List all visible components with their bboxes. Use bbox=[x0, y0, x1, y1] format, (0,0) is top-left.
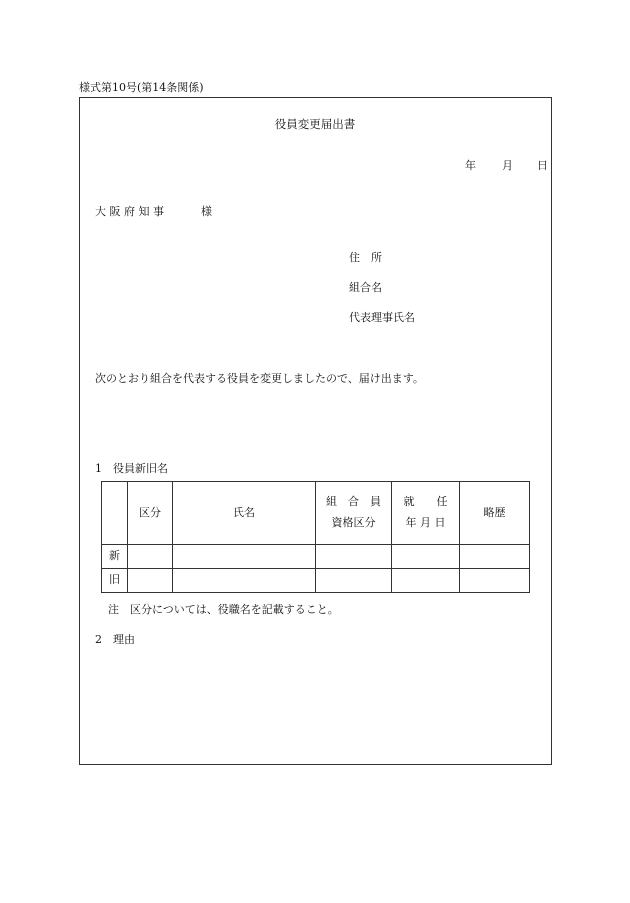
new-name-cell[interactable] bbox=[173, 545, 316, 569]
table-header-name: 氏名 bbox=[173, 482, 316, 545]
old-name-cell[interactable] bbox=[173, 569, 316, 593]
new-category-cell[interactable] bbox=[128, 545, 173, 569]
table-header-member-qualification bbox=[316, 482, 392, 545]
form-number-label: 様式第10号(第14条関係) bbox=[79, 81, 204, 94]
old-member-qualification-cell[interactable] bbox=[316, 569, 392, 593]
date-year-label: 年 bbox=[465, 159, 476, 172]
table-row bbox=[102, 569, 530, 593]
new-member-qualification-cell[interactable] bbox=[316, 545, 392, 569]
section-1-heading: 1 役員新旧名 bbox=[95, 462, 168, 475]
member-qualification-line1: 組 合 員 bbox=[326, 495, 381, 509]
old-category-cell[interactable] bbox=[128, 569, 173, 593]
section-2-heading: 2 理由 bbox=[95, 633, 135, 646]
appointment-date-line2: 年 月 日 bbox=[405, 516, 446, 529]
new-appointment-date-cell[interactable] bbox=[392, 545, 460, 569]
address-field-label: 住 所 bbox=[349, 251, 382, 264]
date-month-label: 月 bbox=[502, 159, 513, 172]
old-history-cell[interactable] bbox=[460, 569, 530, 593]
union-name-field-label: 組合名 bbox=[349, 281, 382, 294]
member-qualification-line2: 資格区分 bbox=[331, 516, 376, 529]
table-note: 注 区分については、役職名を記載すること。 bbox=[108, 603, 339, 616]
addressee-suffix: 様 bbox=[201, 205, 212, 218]
representative-name-field-label: 代表理事氏名 bbox=[349, 311, 415, 324]
document-title: 役員変更届出書 bbox=[274, 117, 356, 131]
old-appointment-date-cell[interactable] bbox=[392, 569, 460, 593]
row-label-old: 旧 bbox=[102, 569, 128, 593]
table-header-history: 略歴 bbox=[460, 482, 530, 545]
table-header-category: 区分 bbox=[128, 482, 173, 545]
addressee: 大 阪 府 知 事 bbox=[95, 205, 164, 218]
body-text: 次のとおり組合を代表する役員を変更しましたので、届け出ます。 bbox=[95, 372, 424, 385]
date-day-label: 日 bbox=[537, 159, 548, 172]
table-header-blank bbox=[102, 482, 128, 545]
appointment-date-line1: 就 任 bbox=[403, 495, 448, 509]
officers-table bbox=[101, 481, 530, 593]
table-row bbox=[102, 545, 530, 569]
form-frame bbox=[79, 97, 552, 765]
table-header-row bbox=[102, 482, 530, 545]
row-label-new: 新 bbox=[102, 545, 128, 569]
new-history-cell[interactable] bbox=[460, 545, 530, 569]
table-header-appointment-date bbox=[392, 482, 460, 545]
